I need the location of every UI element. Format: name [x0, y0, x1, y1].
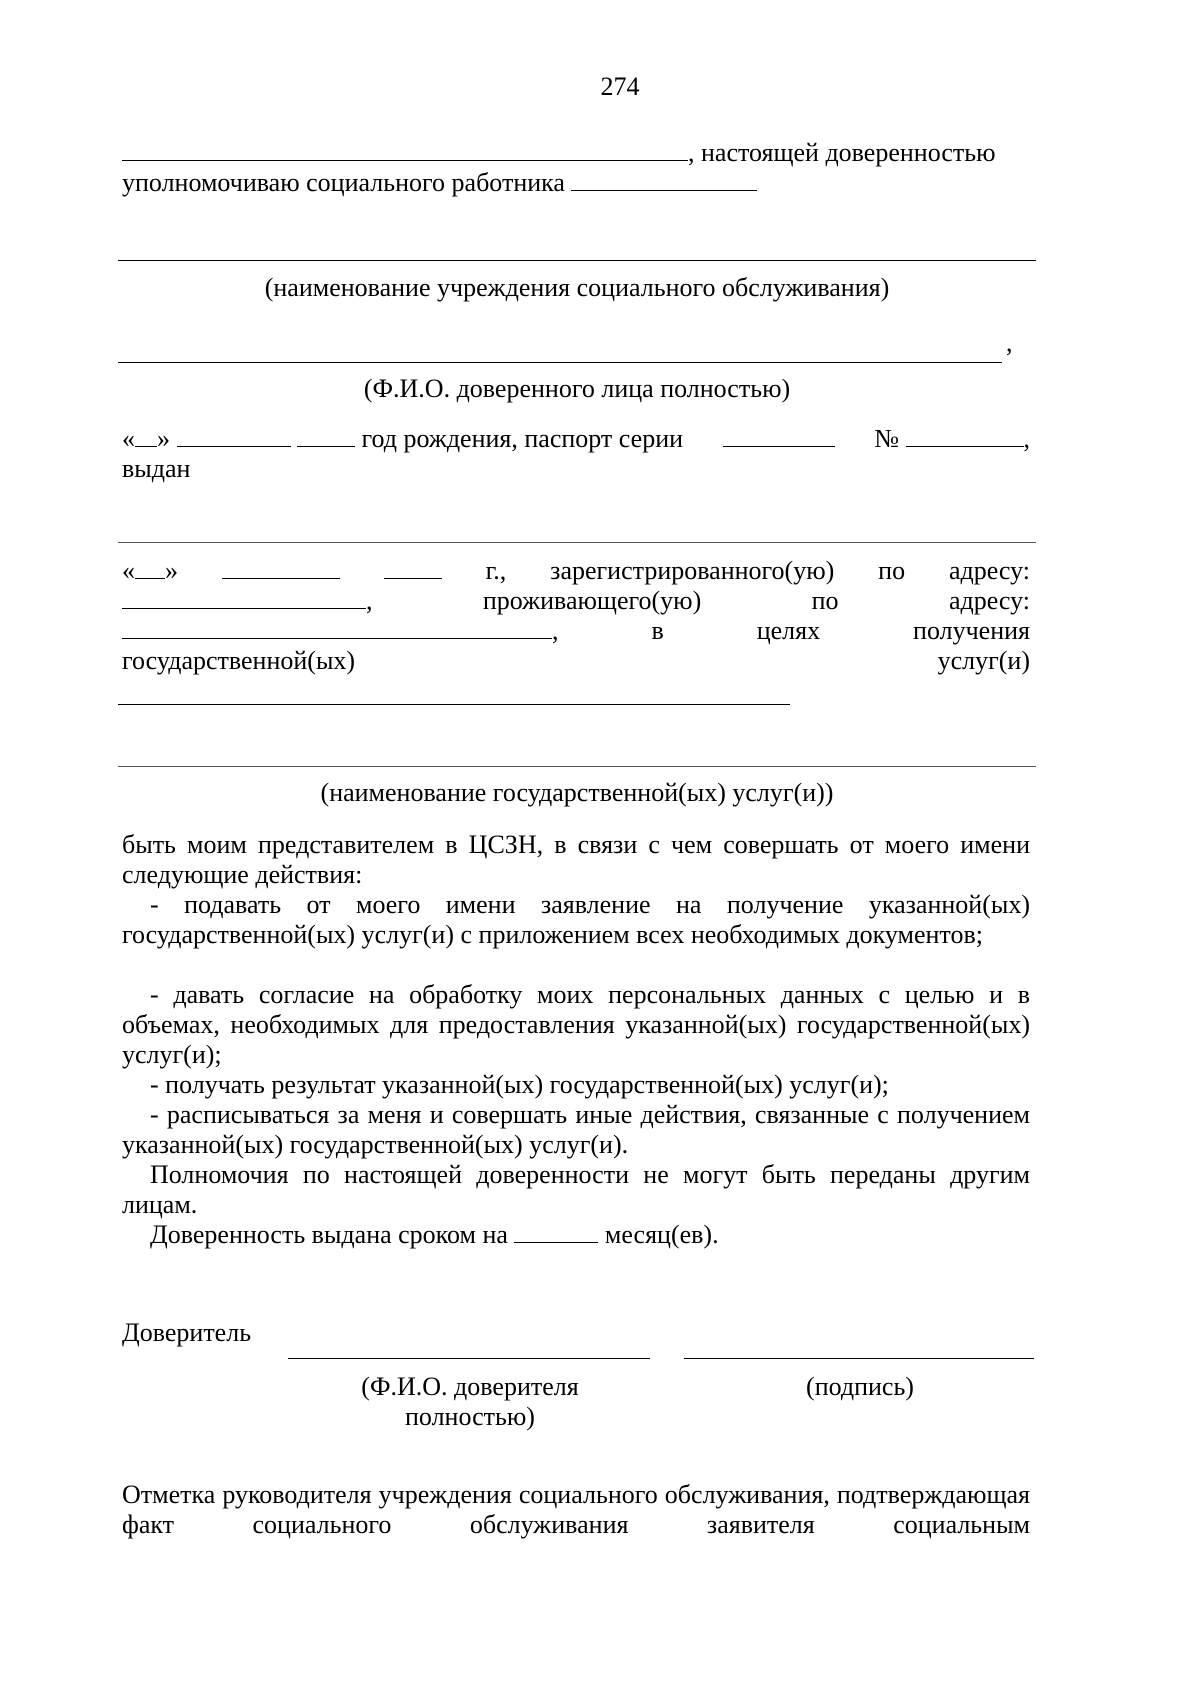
intro-suffix: , настоящей доверенностью	[688, 138, 996, 167]
caption-trustee-fio: (Ф.И.О. доверенного лица полностью)	[363, 374, 791, 403]
issue-date-group: « »	[122, 556, 178, 585]
registration-row-1: « » г., зарегистрированного(ую) по адресу:	[122, 556, 1030, 585]
living-address-blank[interactable]	[122, 616, 552, 639]
issue-year-blank[interactable]	[384, 556, 442, 579]
birth-passport-line	[122, 424, 1030, 454]
term-line: Доверенность выдана сроком на месяц(ев).	[150, 1220, 719, 1249]
principal-name-blank[interactable]	[122, 138, 688, 161]
term-months-blank[interactable]	[514, 1220, 598, 1243]
issue-month-blank[interactable]	[222, 556, 340, 579]
institution-name-line[interactable]	[118, 260, 1036, 261]
trustee-fio-comma: ,	[1006, 328, 1013, 357]
body-paragraph-3: - давать согласие на обработку моих персональных данных с целью и в объемах, необходимых для предоставления указанной(ых) государственной(ых) услуг(и);	[122, 980, 1030, 1069]
issued-label: выдан	[122, 454, 191, 483]
service-name-line[interactable]	[118, 766, 1036, 767]
caption-principal-fio-1: (Ф.И.О. доверителя	[361, 1372, 579, 1401]
caption-signature: (подпись)	[806, 1372, 914, 1401]
body-paragraph-4: - получать результат указанной(ых) государственной(ых) услуг(и);	[150, 1070, 889, 1099]
birth-day-blank[interactable]	[135, 424, 157, 447]
passport-number-blank[interactable]	[906, 424, 1024, 447]
registration-row-4: государственной(ых) услуг(и)	[122, 646, 1030, 675]
passport-series-group	[723, 424, 835, 454]
body-paragraph-1: быть моим представителем в ЦСЗН, в связи с чем совершать от моего имени следующие действия:	[122, 830, 1030, 889]
birth-date-group: « » год рождения, паспорт серии	[122, 424, 684, 453]
social-worker-blank[interactable]	[571, 168, 757, 191]
trustee-fio-line[interactable]	[118, 362, 1002, 363]
intro-line-1	[122, 138, 996, 168]
body-paragraph-2: - подавать от моего имени заявление на получение указанной(ых) государственной(ых) услуг(и) с приложением всех необходимых документов;	[122, 890, 1030, 949]
issue-day-blank[interactable]	[135, 556, 165, 579]
registration-row-2: , проживающего(ую) по адресу:	[122, 586, 1030, 616]
birth-month-blank[interactable]	[177, 424, 291, 447]
principal-label: Доверитель	[122, 1318, 252, 1347]
service-blank-line[interactable]	[118, 704, 790, 705]
passport-series-blank[interactable]	[723, 424, 835, 447]
issued-by-line[interactable]	[118, 542, 1036, 543]
body-paragraph-6: Полномочия по настоящей доверенности не могут быть переданы другим лицам.	[122, 1160, 1030, 1219]
body-paragraph-5: - расписываться за меня и совершать иные действия, связанные с получением указанной(ых) государственной(ых) услуг(и).	[122, 1100, 1030, 1159]
birth-year-blank[interactable]	[297, 424, 355, 447]
principal-signature-line[interactable]	[684, 1358, 1034, 1359]
caption-service: (наименование государственной(ых) услуг(и))	[320, 778, 834, 807]
intro-prefix: уполномочиваю социального работника	[122, 168, 565, 197]
page-number: 274	[600, 72, 640, 101]
registered-address-blank[interactable]	[122, 586, 366, 609]
registration-row-3: , в целях получения	[122, 616, 1030, 646]
caption-institution: (наименование учреждения социального обслуживания)	[264, 273, 890, 302]
caption-principal-fio-2: полностью)	[405, 1402, 535, 1431]
intro-line-2	[122, 168, 757, 198]
passport-number-group: № ,	[874, 424, 1030, 453]
principal-fio-line[interactable]	[288, 1358, 650, 1359]
birth-text: год рождения, паспорт серии	[361, 424, 684, 453]
footer-paragraph: Отметка руководителя учреждения социального обслуживания, подтверждающая факт социального обслуживания заявителя социальным	[122, 1480, 1030, 1539]
